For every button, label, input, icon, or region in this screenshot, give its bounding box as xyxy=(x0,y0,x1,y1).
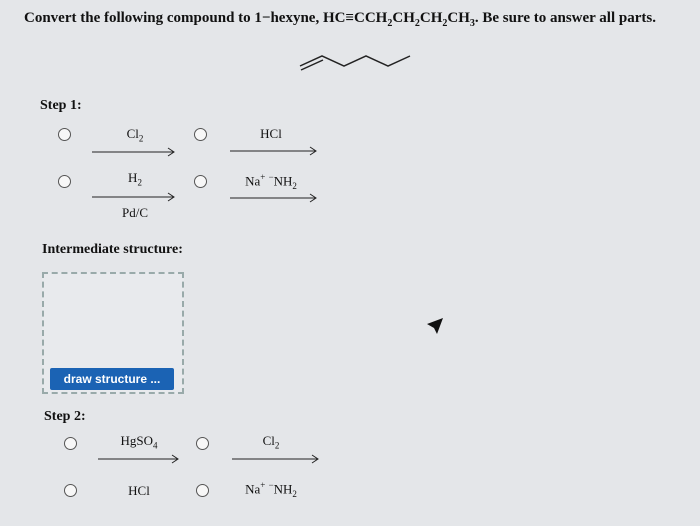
step2-option-a-radio[interactable] xyxy=(64,437,77,450)
step2-option-b-radio[interactable] xyxy=(196,437,209,450)
reaction-arrow xyxy=(230,192,320,204)
step1-option-d-reagent: Na+ $^-NH_2$ xyxy=(245,172,297,191)
question-text: Convert the following compound to 1−hexyne, $HC\equiv CCH_2CH_2CH_2CH_3$. Be sure to answer all parts. xyxy=(24,10,656,29)
step2-option-d-reagent: Na+ $^-NH_2$ xyxy=(245,480,297,499)
step1-option-d-radio[interactable] xyxy=(194,175,207,188)
step2-option-a-reagent-bottom: HCl xyxy=(128,483,150,498)
reaction-arrow xyxy=(98,453,182,465)
mouse-cursor-icon xyxy=(425,316,445,338)
step1-option-b-reagent: HCl xyxy=(260,126,282,141)
reaction-arrow xyxy=(92,191,178,203)
step1-option-a-reagent: $Cl_2$ xyxy=(126,126,144,144)
reaction-arrow xyxy=(230,145,320,157)
double-bond-line xyxy=(301,60,323,70)
draw-structure-button[interactable]: draw structure ... xyxy=(50,368,174,390)
reaction-arrow xyxy=(92,146,178,158)
step2-label: Step 2: xyxy=(44,409,86,424)
step2-option-c-radio[interactable] xyxy=(64,484,77,497)
reaction-arrow xyxy=(232,453,322,465)
step1-option-c-reagent-bottom: Pd/C xyxy=(121,205,148,220)
step1-option-a-radio[interactable] xyxy=(58,128,71,141)
step2-option-a-reagent-top: HgSO$_4$ xyxy=(120,433,158,451)
step1-option-c-reagent-top: $H_2$ xyxy=(128,170,142,188)
intermediate-structure-label: Intermediate structure: xyxy=(42,242,183,257)
step1-option-b-radio[interactable] xyxy=(194,128,207,141)
step2-option-b-reagent: $Cl_2$ xyxy=(262,433,280,451)
step2-option-d-radio[interactable] xyxy=(196,484,209,497)
step1-label: Step 1: xyxy=(40,98,82,113)
step1-option-c-radio[interactable] xyxy=(58,175,71,188)
alkene-skeletal-structure xyxy=(296,50,416,74)
